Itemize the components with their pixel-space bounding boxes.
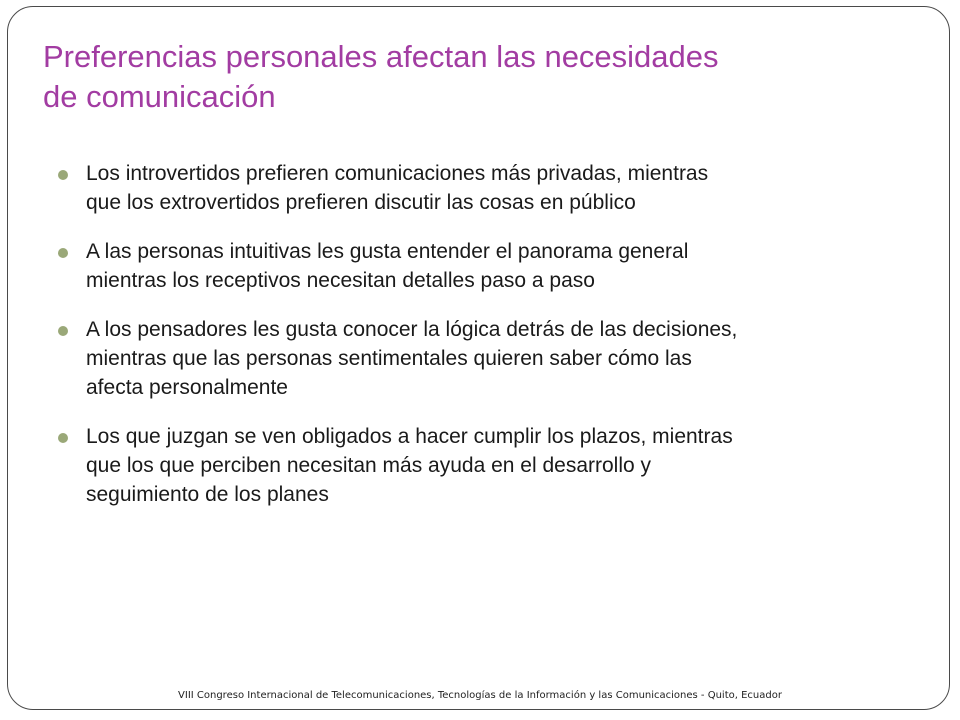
bullet-item-intuitivas xyxy=(58,237,928,295)
bullet-line: seguimiento de los planes xyxy=(86,483,329,506)
bullet-dot-icon xyxy=(58,326,68,336)
bullet-item-pensadores xyxy=(58,315,928,402)
bullet-line: afecta personalmente xyxy=(86,376,288,399)
bullet-item-juzgan xyxy=(58,422,928,509)
slide-footer: VIII Congreso Internacional de Telecomunicaciones, Tecnologías de la Información y las Comunicaciones - Quito, Ecuador xyxy=(178,690,782,701)
bullet-line: mientras los receptivos necesitan detalles paso a paso xyxy=(86,269,595,292)
bullet-dot-icon xyxy=(58,248,68,258)
slide-title xyxy=(43,37,903,117)
bullet-line: mientras que las personas sentimentales quieren saber cómo las xyxy=(86,347,692,370)
slide-frame xyxy=(7,6,950,710)
bullet-line: Los que juzgan se ven obligados a hacer cumplir los plazos, mientras xyxy=(86,425,733,448)
title-line-1: Preferencias personales afectan las necesidades xyxy=(43,39,719,74)
bullet-dot-icon xyxy=(58,433,68,443)
bullet-line: que los que perciben necesitan más ayuda en el desarrollo y xyxy=(86,454,652,477)
title-line-2: de comunicación xyxy=(43,79,276,114)
bullet-line: que los extrovertidos prefieren discutir las cosas en público xyxy=(86,191,636,214)
bullet-line: A las personas intuitivas les gusta entender el panorama general xyxy=(86,240,689,263)
bullet-dot-icon xyxy=(58,170,68,180)
bullet-list xyxy=(58,159,928,529)
bullet-line: A los pensadores les gusta conocer la lógica detrás de las decisiones, xyxy=(86,318,738,341)
bullet-item-introvertidos xyxy=(58,159,928,217)
bullet-line: Los introvertidos prefieren comunicaciones más privadas, mientras xyxy=(86,162,709,185)
